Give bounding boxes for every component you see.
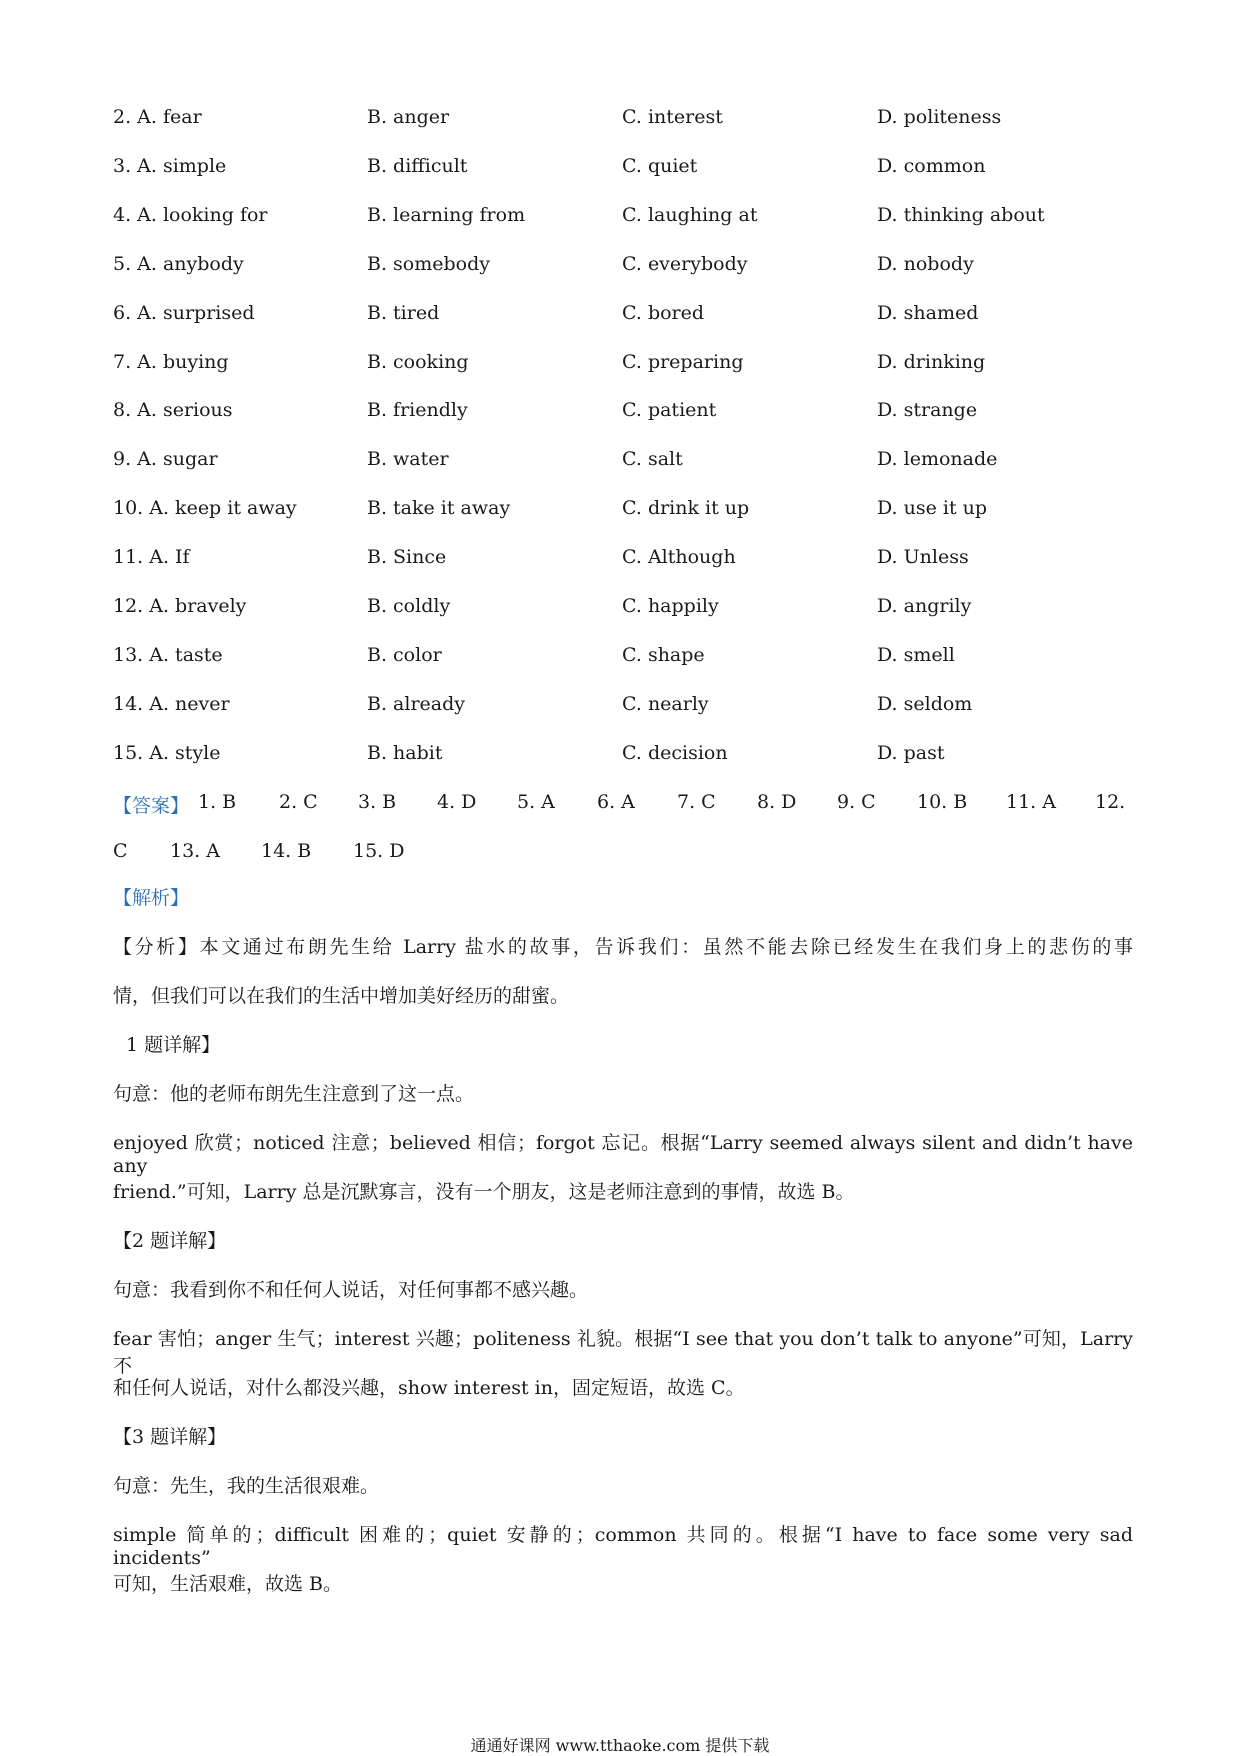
option-row: [0, 742, 1240, 772]
q1-title: 1 题详解】: [126, 1034, 221, 1056]
option-a: 15. A. style: [113, 742, 221, 764]
q1-explanation-line-2: friend.”可知，Larry 总是沉默寡言，没有一个朋友，这是老师注意到的事情，故选 B。: [113, 1181, 855, 1203]
option-c: C. drink it up: [622, 497, 750, 519]
option-row: [0, 497, 1240, 527]
option-b: B. habit: [367, 742, 443, 764]
answer-item: 2. C: [279, 791, 318, 813]
option-d: D. angrily: [877, 595, 972, 617]
analysis-label: 【解析】: [113, 887, 190, 909]
option-a: 14. A. never: [113, 693, 230, 715]
option-a: 5. A. anybody: [113, 253, 244, 275]
option-a: 7. A. buying: [113, 351, 229, 373]
option-b: B. friendly: [367, 399, 468, 421]
answer-item: 1. B: [198, 791, 237, 813]
option-c: C. preparing: [622, 351, 744, 373]
option-a: 2. A. fear: [113, 106, 202, 128]
option-b: B. take it away: [367, 497, 511, 519]
option-b: B. coldly: [367, 595, 451, 617]
option-d: D. shamed: [877, 302, 979, 324]
option-row: [0, 155, 1240, 185]
option-row: [0, 253, 1240, 283]
option-c: C. Although: [622, 546, 736, 568]
option-row: [0, 644, 1240, 674]
option-a: 4. A. looking for: [113, 204, 268, 226]
option-c: C. quiet: [622, 155, 698, 177]
option-a: 13. A. taste: [113, 644, 223, 666]
q2-meaning: 句意：我看到你不和任何人说话，对任何事都不感兴趣。: [113, 1279, 589, 1301]
option-row: [0, 693, 1240, 723]
q3-meaning: 句意：先生，我的生活很艰难。: [113, 1475, 380, 1497]
option-c: C. interest: [622, 106, 723, 128]
answer-item: 3. B: [358, 791, 397, 813]
answer-values-row-1: [0, 791, 1240, 821]
option-b: B. cooking: [367, 351, 469, 373]
answer-values-row-2: [0, 840, 1240, 870]
answer-item: 13. A: [170, 840, 220, 862]
option-b: B. tired: [367, 302, 440, 324]
answer-item: 9. C: [837, 791, 876, 813]
option-a: 10. A. keep it away: [113, 497, 297, 519]
answer-item: 7. C: [677, 791, 716, 813]
analysis-summary-line-2: 情，但我们可以在我们的生活中增加美好经历的甜蜜。: [113, 985, 570, 1007]
option-d: D. lemonade: [877, 448, 998, 470]
answer-label: 【答案】: [113, 795, 190, 817]
option-b: B. color: [367, 644, 442, 666]
answer-item: C: [113, 840, 128, 862]
option-b: B. difficult: [367, 155, 468, 177]
answer-item: 5. A: [517, 791, 555, 813]
option-b: B. anger: [367, 106, 450, 128]
option-d: D. nobody: [877, 253, 974, 275]
option-c: C. everybody: [622, 253, 748, 275]
option-b: B. Since: [367, 546, 447, 568]
answer-item: 12.: [1095, 791, 1126, 813]
page-footer: 通通好课网 www.tthaoke.com 提供下载: [470, 1736, 770, 1755]
analysis-summary-line-1: 【分析】本文通过布朗先生给 Larry 盐水的故事，告诉我们：虽然不能去除已经发生在我们身上的悲伤的事: [113, 936, 1133, 958]
option-a: 9. A. sugar: [113, 448, 218, 470]
answer-item: 15. D: [353, 840, 405, 862]
q3-explanation-line-1: simple 简单的；difficult 困难的；quiet 安静的；common 共同的。根据“I have to face some very sad incidents”: [113, 1524, 1133, 1569]
answer-item: 14. B: [261, 840, 312, 862]
option-c: C. salt: [622, 448, 683, 470]
option-d: D. thinking about: [877, 204, 1045, 226]
option-row: [0, 351, 1240, 381]
q3-title: 【3 题详解】: [113, 1426, 227, 1448]
option-row: [0, 399, 1240, 429]
option-c: C. nearly: [622, 693, 709, 715]
answer-item: 10. B: [917, 791, 968, 813]
option-d: D. strange: [877, 399, 978, 421]
option-d: D. use it up: [877, 497, 988, 519]
option-row: [0, 302, 1240, 332]
option-d: D. Unless: [877, 546, 969, 568]
option-c: C. laughing at: [622, 204, 758, 226]
option-a: 12. A. bravely: [113, 595, 247, 617]
option-c: C. patient: [622, 399, 717, 421]
option-b: B. water: [367, 448, 449, 470]
option-d: D. smell: [877, 644, 955, 666]
q1-meaning: 句意：他的老师布朗先生注意到了这一点。: [113, 1083, 475, 1105]
q2-title: 【2 题详解】: [113, 1230, 227, 1252]
option-d: D. past: [877, 742, 945, 764]
q1-explanation-line-1: enjoyed 欣赏；noticed 注意；believed 相信；forgot 忘记。根据“Larry seemed always silent and didn’t have any: [113, 1132, 1133, 1177]
q2-explanation-line-2: 和任何人说话，对什么都没兴趣，show interest in，固定短语，故选 C。: [113, 1377, 745, 1399]
option-c: C. bored: [622, 302, 705, 324]
option-b: B. already: [367, 693, 465, 715]
option-a: 6. A. surprised: [113, 302, 255, 324]
option-b: B. learning from: [367, 204, 526, 226]
q3-explanation-line-2: 可知，生活艰难，故选 B。: [113, 1573, 343, 1595]
option-a: 11. A. If: [113, 546, 190, 568]
option-row: [0, 204, 1240, 234]
answer-item: 6. A: [597, 791, 635, 813]
answer-item: 4. D: [437, 791, 477, 813]
option-d: D. seldom: [877, 693, 973, 715]
option-row: [0, 106, 1240, 136]
answer-item: 8. D: [757, 791, 797, 813]
option-d: D. drinking: [877, 351, 986, 373]
option-a: 3. A. simple: [113, 155, 227, 177]
option-row: [0, 595, 1240, 625]
option-d: D. common: [877, 155, 986, 177]
option-c: C. decision: [622, 742, 728, 764]
option-b: B. somebody: [367, 253, 490, 275]
option-c: C. happily: [622, 595, 719, 617]
option-row: [0, 546, 1240, 576]
option-a: 8. A. serious: [113, 399, 233, 421]
option-c: C. shape: [622, 644, 705, 666]
q2-explanation-line-1: fear 害怕；anger 生气；interest 兴趣；politeness 礼貌。根据“I see that you don’t talk to anyone”可知，Larry 不: [113, 1328, 1133, 1377]
answer-item: 11. A: [1006, 791, 1056, 813]
option-row: [0, 448, 1240, 478]
option-d: D. politeness: [877, 106, 1002, 128]
